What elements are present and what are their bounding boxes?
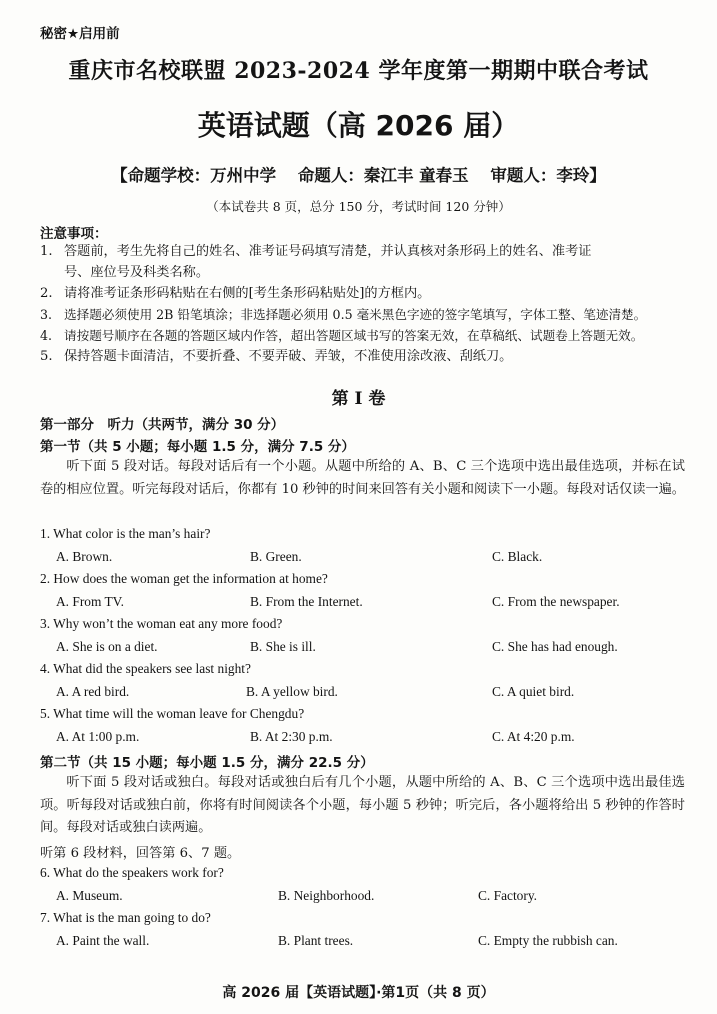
option-4c: C. A quiet bird.: [492, 684, 575, 699]
option-2b: B. From the Internet.: [250, 594, 363, 609]
section1-instructions: 听下面 5 段对话。每段对话后有一个小题。从题中所给的 A、B、C 三个选项中选出最佳选项，并标在试卷的相应位置。听完每段对话后，你都有 10 秒钟的时间来回答有关小题和阅读下一小题。每段对话仅读一遍。: [40, 459, 685, 497]
setter-line: [0, 162, 717, 186]
notice-item: 号、座位号及科类名称。: [64, 265, 210, 280]
option-1c: C. Black.: [492, 549, 543, 564]
notice-item: 2. 请将准考证条形码粘贴在右侧的[考生条形码粘贴处]的方框内。: [40, 286, 431, 301]
option-1b: B. Green.: [250, 549, 302, 564]
volume-title: 第 I 卷: [331, 389, 386, 409]
exam-info: （本试卷共 8 页，总分 150 分，考试时间 120 分钟）: [206, 199, 511, 214]
question-7: 7. What is the man going to do?: [40, 910, 211, 925]
question-1: 1. What color is the man’s hair?: [40, 526, 211, 541]
notice-item: 5. 保持答题卡面清洁，不要折叠、不要弄破、弄皱，不准使用涂改液、刮纸刀。: [40, 349, 513, 364]
material-note: 听第 6 段材料，回答第 6、7 题。: [40, 846, 241, 861]
setter-reviewer: 审题人：李玲】: [490, 166, 606, 185]
setter-authors: 命题人：秦江丰 童春玉: [297, 166, 469, 185]
notice-item: 4. 请按题号顺序在各题的答题区域内作答，超出答题区域书写的答案无效，在草稿纸、试题卷上答题无效。: [40, 328, 644, 343]
option-7b: B. Plant trees.: [278, 933, 354, 948]
subject-title: 英语试题（高 2026 届）: [197, 109, 520, 142]
option-1a: A. Brown.: [56, 549, 113, 564]
question-6: 6. What do the speakers work for?: [40, 865, 224, 880]
question-5: 5. What time will the woman leave for Chengdu?: [40, 706, 305, 721]
setter-school: 【命题学校：万州中学: [111, 166, 277, 185]
option-2a: A. From TV.: [56, 594, 124, 609]
option-5a: A. At 1:00 p.m.: [56, 729, 140, 744]
notice-item: 3. 选择题必须使用 2B 铅笔填涂；非选择题必须用 0.5 毫米黑色字迹的签字笔填写，字体工整、笔迹清楚。: [40, 307, 647, 322]
option-6a: A. Museum.: [56, 888, 123, 903]
section2-instructions: 听下面 5 段对话或独白。每段对话或独白后有几个小题，从题中所给的 A、B、C 三个选项中选出最佳选项。听每段对话或独白前，你将有时间阅读各个小题，每小题 5 秒钟；听完后，各小题将给出 5 秒钟的作答时间。每段对话或独白读两遍。: [40, 775, 685, 835]
question-2: 2. How does the woman get the information at home?: [40, 571, 328, 586]
option-2c: C. From the newspaper.: [492, 594, 620, 609]
option-7c: C. Empty the rubbish can.: [478, 933, 618, 948]
option-3b: B. She is ill.: [250, 639, 316, 654]
notice-heading: 注意事项：: [40, 226, 108, 242]
notice-item: 1. 答题前，考生先将自己的姓名、准考证号码填写清楚，并认真核对条形码上的姓名、准考证: [40, 244, 592, 259]
option-3c: C. She has had enough.: [492, 639, 618, 654]
section2-title: 第二节（共 15 小题；每小题 1.5 分，满分 22.5 分）: [40, 755, 374, 771]
confidential-label: 秘密★启用前: [40, 26, 120, 42]
question-3: 3. Why won’t the woman eat any more food?: [40, 616, 283, 631]
option-6b: B. Neighborhood.: [278, 888, 375, 903]
option-4a: A. A red bird.: [56, 684, 130, 699]
page-footer: 高 2026 届【英语试题】·第1页（共 8 页）: [222, 985, 495, 1001]
option-7a: A. Paint the wall.: [56, 933, 150, 948]
part1-title: 第一部分 听力（共两节，满分 30 分）: [40, 417, 285, 433]
option-5b: B. At 2:30 p.m.: [250, 729, 333, 744]
option-4b: B. A yellow bird.: [246, 684, 338, 699]
option-5c: C. At 4:20 p.m.: [492, 729, 575, 744]
exam-title: 重庆市名校联盟 2023-2024 学年度第一期期中联合考试: [68, 58, 649, 84]
section1-title: 第一节（共 5 小题；每小题 1.5 分，满分 7.5 分）: [40, 439, 355, 455]
question-4: 4. What did the speakers see last night?: [40, 661, 251, 676]
option-6c: C. Factory.: [478, 888, 538, 903]
option-3a: A. She is on a diet.: [56, 639, 158, 654]
